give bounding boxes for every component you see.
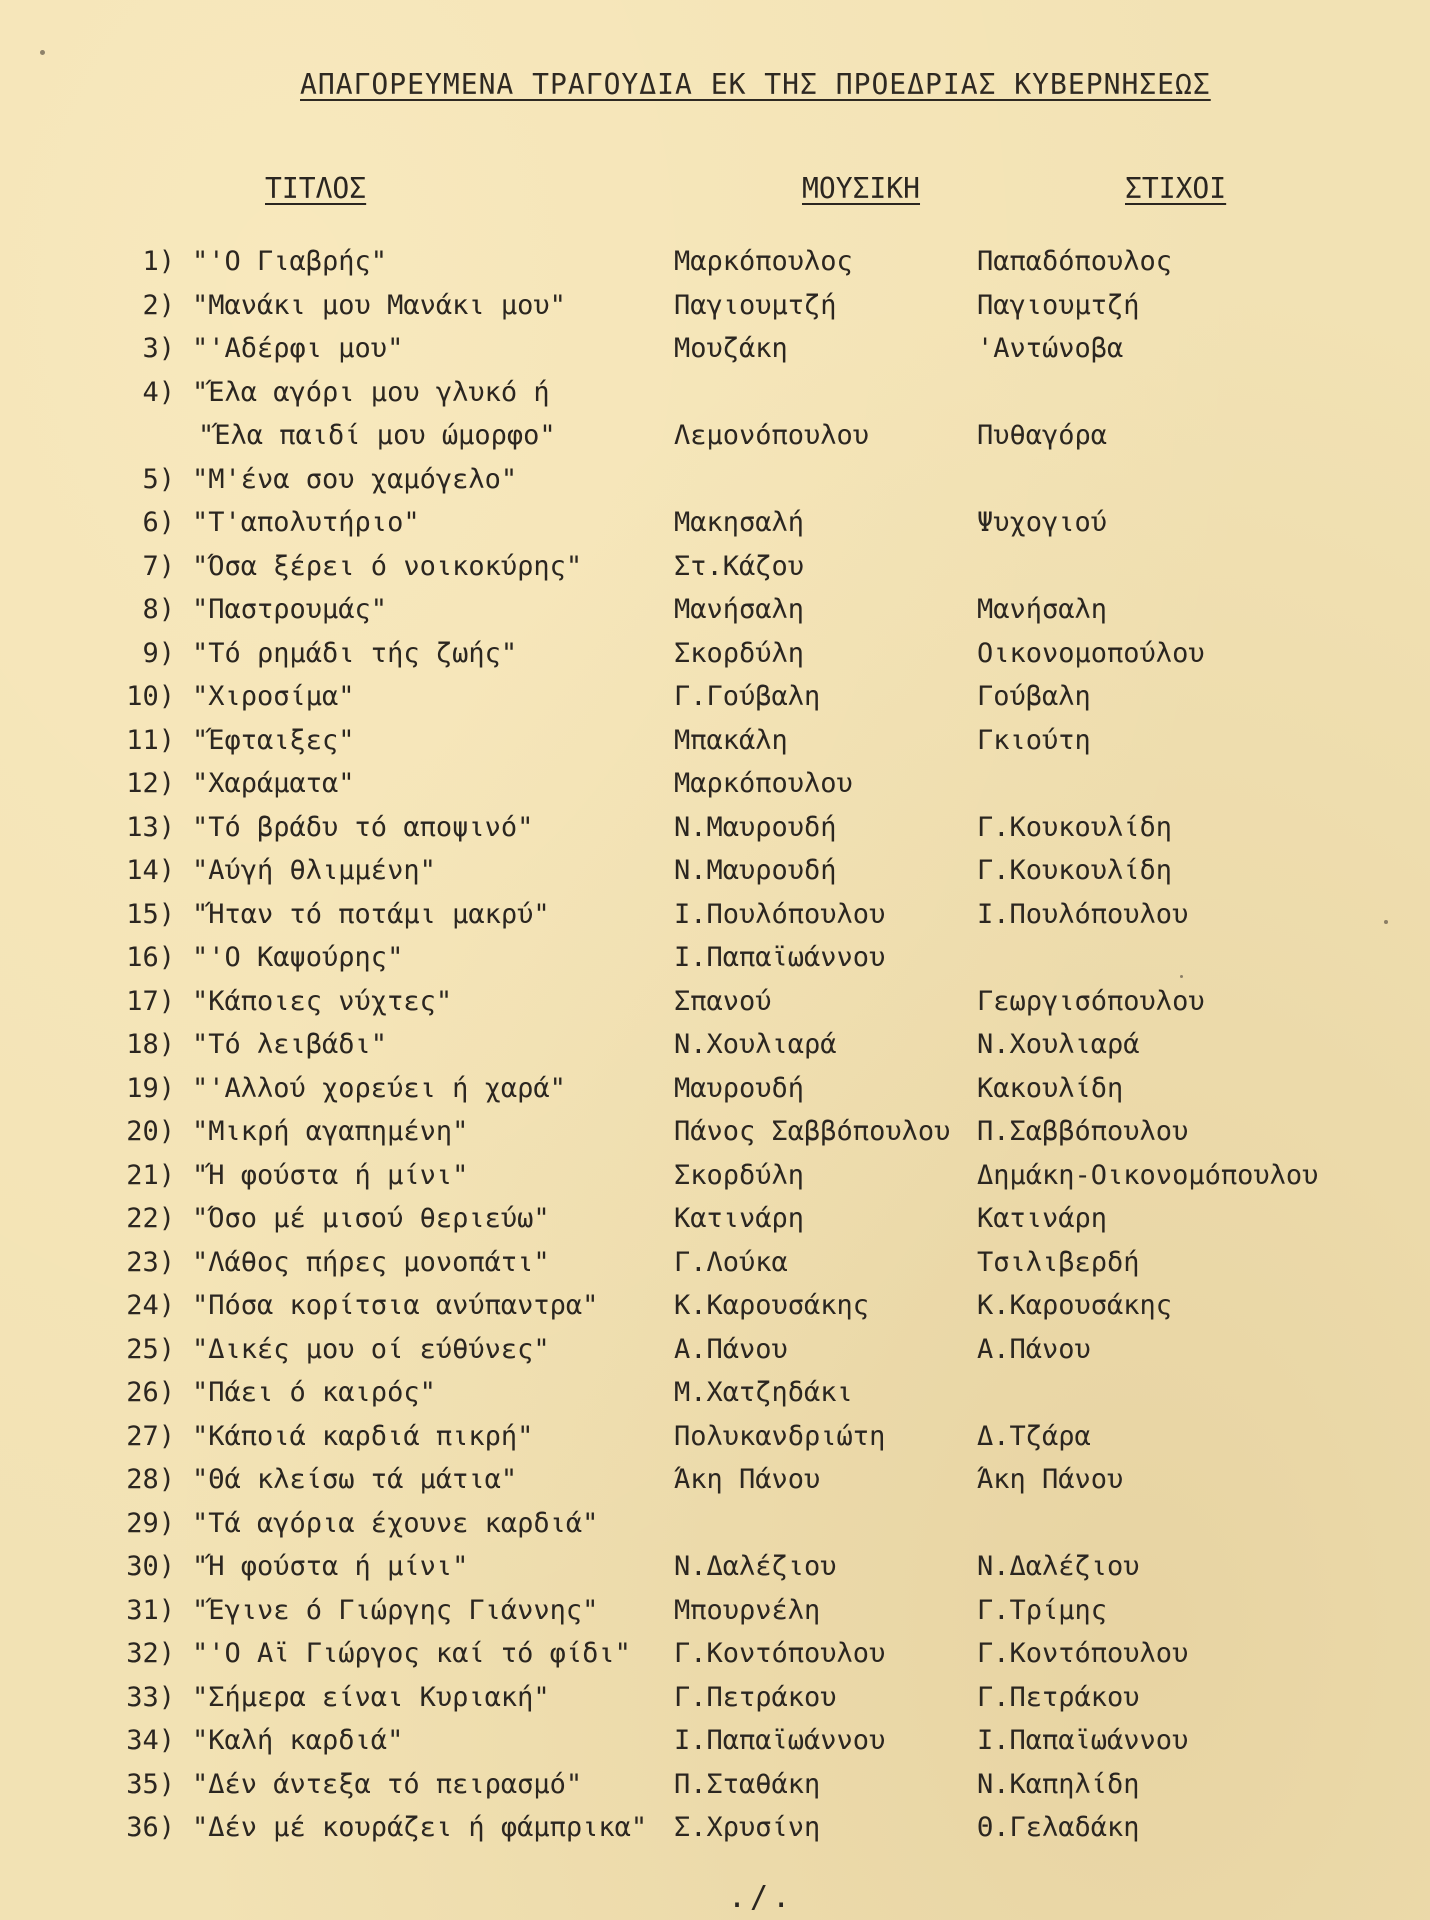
song-composer: Πολυκανδριώτη [674, 1420, 886, 1452]
column-header-title: ΤΙΤΛΟΣ [265, 172, 367, 205]
song-row [0, 986, 1430, 1030]
song-composer: Κατινάρη [674, 1203, 805, 1234]
song-number: 5) [142, 463, 175, 495]
song-lyricist: Γ.Τρίμης [977, 1594, 1108, 1626]
song-number: 8) [142, 594, 175, 625]
song-row [0, 1638, 1430, 1682]
song-row [0, 1377, 1430, 1421]
song-title: "Τ'απολυτήριο" [192, 507, 420, 538]
continuation-mark: ./. [728, 1880, 795, 1915]
song-row [0, 333, 1430, 377]
document-title: ΑΠΑΓΟΡΕΥΜΕΝΑ ΤΡΑΓΟΥΔΙΑ ΕΚ ΤΗΣ ΠΡΟΕΔΡΙΑΣ ΚΥΒΕΡΝΗΣΕΩΣ [300, 68, 1211, 101]
song-title: "'Ο Καψούρης" [192, 942, 404, 973]
song-title: "Τό βράδυ τό αποψινό" [192, 811, 534, 843]
song-lyricist: Ι.Παπαϊωάννου [977, 1725, 1189, 1756]
song-list [0, 246, 1430, 1856]
song-row [0, 464, 1430, 508]
song-lyricist: Γκιούτη [977, 724, 1091, 756]
song-row [0, 942, 1430, 986]
song-lyricist: Τσιλιβερδή [977, 1246, 1140, 1278]
song-row [0, 1508, 1430, 1552]
song-lyricist: Δημάκη-Οικονομόπουλου [977, 1159, 1319, 1191]
paper-speck [40, 50, 45, 55]
song-title: "Έλα αγόρι μου γλυκό ή [192, 376, 550, 408]
song-lyricist: Κατινάρη [977, 1203, 1108, 1234]
song-composer: Ν.Χουλιαρά [674, 1029, 837, 1060]
song-composer: Σπανού [674, 985, 772, 1017]
song-lyricist: Κακουλίδη [977, 1072, 1124, 1104]
song-lyricist: Γ.Πετράκου [977, 1681, 1140, 1713]
song-number: 36) [126, 1812, 175, 1843]
song-title: "Σήμερα είναι Κυριακή" [192, 1681, 550, 1713]
song-title: "Κάποιά καρδιά πικρή" [192, 1420, 534, 1452]
song-composer: Μουζάκη [674, 333, 788, 364]
song-title: "Τό λειβάδι" [192, 1029, 388, 1060]
song-number: 14) [126, 855, 175, 886]
song-row [0, 290, 1430, 334]
song-composer: Ι.Παπαϊωάννου [674, 942, 886, 973]
song-number: 23) [126, 1246, 175, 1278]
song-lyricist: Π.Σαββόπουλου [977, 1116, 1189, 1147]
song-number: 2) [142, 289, 175, 321]
song-row [0, 1812, 1430, 1856]
song-number: 4) [142, 376, 175, 408]
song-row [0, 1116, 1430, 1160]
song-lyricist: Θ.Γελαδάκη [977, 1812, 1140, 1843]
song-title: "Μ'ένα σου χαμόγελο" [192, 463, 518, 495]
song-number: 30) [126, 1551, 175, 1582]
song-row [0, 420, 1430, 464]
song-lyricist: Α.Πάνου [977, 1333, 1091, 1365]
song-title: "Δέν άντεξα τό πειρασμό" [192, 1768, 583, 1800]
song-composer: Στ.Κάζου [674, 550, 805, 582]
song-number: 7) [142, 550, 175, 582]
song-composer: Μαρκόπουλος [674, 246, 853, 277]
song-number: 32) [126, 1638, 175, 1669]
song-row [0, 1203, 1430, 1247]
song-row [0, 1073, 1430, 1117]
column-header-lyrics: ΣΤΙΧΟΙ [1125, 172, 1227, 205]
song-number: 34) [126, 1725, 175, 1756]
song-lyricist: Γ.Κοντόπουλου [977, 1638, 1189, 1669]
song-number: 25) [126, 1333, 175, 1365]
song-row [0, 1247, 1430, 1291]
paper-speck [1180, 975, 1183, 978]
song-composer: Μαρκόπουλου [674, 768, 853, 799]
song-lyricist: Παγιουμτζή [977, 289, 1140, 321]
song-lyricist: Ψυχογιού [977, 507, 1108, 538]
song-row [0, 899, 1430, 943]
song-row [0, 1290, 1430, 1334]
song-number: 20) [126, 1116, 175, 1147]
song-row [0, 725, 1430, 769]
song-number: 19) [126, 1072, 175, 1104]
song-row [0, 1595, 1430, 1639]
song-row [0, 377, 1430, 421]
song-title: "Αύγή θλιμμένη" [192, 855, 436, 886]
song-composer: Α.Πάνου [674, 1333, 788, 1365]
song-number: 33) [126, 1681, 175, 1713]
song-lyricist: Άκη Πάνου [977, 1464, 1124, 1495]
song-title: "Ή φούστα ή μίνι" [192, 1159, 469, 1191]
song-number: 3) [142, 333, 175, 364]
song-lyricist: 'Αντώνοβα [977, 333, 1124, 364]
song-row [0, 1464, 1430, 1508]
song-row [0, 1334, 1430, 1378]
song-composer: Μαυρουδή [674, 1072, 805, 1104]
song-title: "Καλή καρδιά" [192, 1725, 404, 1756]
paper-speck [1384, 920, 1388, 924]
song-composer: Γ.Λούκα [674, 1246, 788, 1278]
song-lyricist: Δ.Τζάρα [977, 1420, 1091, 1452]
song-composer: Μακησαλή [674, 507, 805, 538]
song-lyricist: Οικονομοπούλου [977, 637, 1205, 669]
song-number: 15) [126, 898, 175, 930]
song-title: "'Αδέρφι μου" [192, 333, 404, 364]
song-composer: Μπακάλη [674, 724, 788, 756]
song-composer: Ν.Μαυρουδή [674, 811, 837, 843]
song-composer: Γ.Πετράκου [674, 1681, 837, 1713]
song-title: "Έλα παιδί μου ώμορφο" [198, 420, 556, 451]
song-title: "Μικρή αγαπημένη" [192, 1116, 469, 1147]
song-lyricist: Γ.Κουκουλίδη [977, 811, 1173, 843]
song-title: "Τά αγόρια έχουνε καρδιά" [192, 1507, 599, 1539]
song-lyricist: Γεωργισόπουλου [977, 985, 1205, 1017]
song-row [0, 1551, 1430, 1595]
song-row [0, 246, 1430, 290]
song-number: 24) [126, 1290, 175, 1321]
song-composer: Ν.Μαυρουδή [674, 855, 837, 886]
song-number: 12) [126, 768, 175, 799]
song-title: "Ήταν τό ποτάμι μακρύ" [192, 898, 550, 930]
song-composer: Γ.Γούβαλη [674, 681, 821, 712]
song-lyricist: Ν.Δαλέζιου [977, 1551, 1140, 1582]
song-composer: Π.Σταθάκη [674, 1768, 821, 1800]
song-title: "'Ο Γιαβρής" [192, 246, 388, 277]
song-lyricist: Μανήσαλη [977, 594, 1108, 625]
song-composer: Παγιουμτζή [674, 289, 837, 321]
song-lyricist: Γ.Κουκουλίδη [977, 855, 1173, 886]
song-composer: Γ.Κοντόπουλου [674, 1638, 886, 1669]
song-title: "Όσο μέ μισού θεριεύω" [192, 1203, 550, 1234]
song-composer: Πάνος Σαββόπουλου [674, 1116, 951, 1147]
song-title: "'Ο Αϊ Γιώργος καί τό φίδι" [192, 1638, 631, 1669]
song-composer: Μανήσαλη [674, 594, 805, 625]
song-number: 13) [126, 811, 175, 843]
song-title: "Όσα ξέρει ό νοικοκύρης" [192, 550, 583, 582]
song-number: 6) [142, 507, 175, 538]
song-row [0, 1769, 1430, 1813]
song-number: 31) [126, 1594, 175, 1626]
song-number: 21) [126, 1159, 175, 1191]
song-title: "Έφταιξες" [192, 724, 355, 756]
song-number: 17) [126, 985, 175, 1017]
song-number: 16) [126, 942, 175, 973]
song-row [0, 812, 1430, 856]
song-row [0, 638, 1430, 682]
song-title: "Πάει ό καιρός" [192, 1377, 436, 1408]
song-composer: Μπουρνέλη [674, 1594, 821, 1626]
song-row [0, 551, 1430, 595]
song-title: "Πόσα κορίτσια ανύπαντρα" [192, 1290, 599, 1321]
song-number: 11) [126, 724, 175, 756]
song-row [0, 681, 1430, 725]
song-row [0, 1682, 1430, 1726]
song-row [0, 507, 1430, 551]
song-number: 28) [126, 1464, 175, 1495]
song-composer: Σκορδύλη [674, 1159, 805, 1191]
song-composer: Ι.Πουλόπουλου [674, 898, 886, 930]
song-row [0, 1725, 1430, 1769]
song-title: "Δικές μου οί εύθύνες" [192, 1333, 550, 1365]
song-number: 29) [126, 1507, 175, 1539]
song-row [0, 855, 1430, 899]
song-title: "Χιροσίμα" [192, 681, 355, 712]
song-title: "Έγινε ό Γιώργης Γιάννης" [192, 1594, 599, 1626]
song-composer: Ν.Δαλέζιου [674, 1551, 837, 1582]
song-lyricist: Ν.Χουλιαρά [977, 1029, 1140, 1060]
song-number: 27) [126, 1420, 175, 1452]
song-title: "Παστρουμάς" [192, 594, 388, 625]
song-composer: Κ.Καρουσάκης [674, 1290, 870, 1321]
song-number: 9) [142, 637, 175, 669]
song-title: "Λάθος πήρες μονοπάτι" [192, 1246, 550, 1278]
song-lyricist: Γούβαλη [977, 681, 1091, 712]
song-lyricist: Κ.Καρουσάκης [977, 1290, 1173, 1321]
song-row [0, 768, 1430, 812]
song-lyricist: Πυθαγόρα [977, 420, 1108, 451]
column-header-music: ΜΟΥΣΙΚΗ [802, 172, 921, 205]
song-lyricist: Παπαδόπουλος [977, 246, 1173, 277]
song-title: "Τό ρημάδι τής ζωής" [192, 637, 518, 669]
song-title: "Χαράματα" [192, 768, 355, 799]
song-lyricist: Ι.Πουλόπουλου [977, 898, 1189, 930]
song-number: 10) [126, 681, 175, 712]
song-composer: Ι.Παπαϊωάννου [674, 1725, 886, 1756]
song-number: 22) [126, 1203, 175, 1234]
song-composer: Άκη Πάνου [674, 1464, 821, 1495]
song-row [0, 1160, 1430, 1204]
song-composer: Μ.Χατζηδάκι [674, 1377, 853, 1408]
song-composer: Λεμονόπουλου [674, 420, 870, 451]
song-composer: Σ.Χρυσίνη [674, 1812, 821, 1843]
song-title: "Δέν μέ κουράζει ή φάμπρικα" [192, 1812, 648, 1843]
song-lyricist: Ν.Καπηλίδη [977, 1768, 1140, 1800]
song-number: 35) [126, 1768, 175, 1800]
song-title: "Θά κλείσω τά μάτια" [192, 1464, 518, 1495]
song-number: 26) [126, 1377, 175, 1408]
song-title: "Ή φούστα ή μίνι" [192, 1551, 469, 1582]
song-row [0, 1421, 1430, 1465]
song-composer: Σκορδύλη [674, 637, 805, 669]
song-number: 18) [126, 1029, 175, 1060]
song-number: 1) [142, 246, 175, 277]
song-title: "Μανάκι μου Μανάκι μου" [192, 289, 566, 321]
song-row [0, 1029, 1430, 1073]
song-title: "'Αλλού χορεύει ή χαρά" [192, 1072, 566, 1104]
song-row [0, 594, 1430, 638]
song-title: "Κάποιες νύχτες" [192, 985, 453, 1017]
